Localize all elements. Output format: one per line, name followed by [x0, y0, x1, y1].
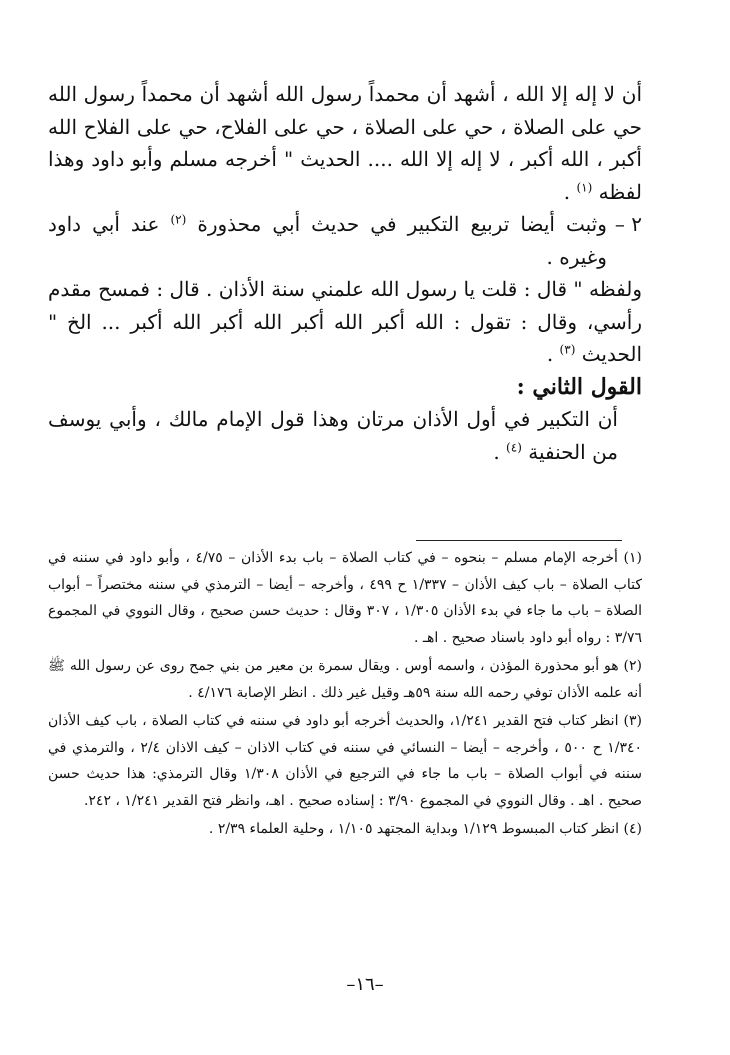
numbered-item-2: [48, 208, 642, 273]
paragraph-1-text: أن لا إله إلا الله ، أشهد أن محمداً رسول الله أشهد أن محمداً رسول الله حي على الصلاة ، حي على الصلاة ، حي على الفلاح، حي على الفلاح الله أكبر ، الله أكبر ، لا إله إلا الله .... الحديث " أخرجه مسلم وأبو داود وهذا لفظه: [48, 82, 643, 204]
paragraph-4: [48, 403, 642, 468]
footnote-ref-4: (٤): [506, 439, 522, 454]
page-number: –١٦–: [346, 974, 384, 995]
footnotes: [48, 545, 642, 845]
footnote-ref-3: (٣): [559, 342, 576, 357]
paragraph-3-text: ولفظه " قال : قلت يا رسول الله علمني سنة الأذان . قال : فمسح مقدم رأسي، وقال : تقول : الله أكبر الله أكبر الله أكبر الله أكبر ... الخ " الحديث: [48, 277, 642, 366]
item-2-content: [48, 208, 607, 273]
footnote-1: (١) أخرجه الإمام مسلم – بنحوه – في كتاب الصلاة – باب بدء الأذان – ٤/٧٥ ، وأبو داود في سننه في كتاب الصلاة – باب كيف الأذان – ١/٣٣٧ ح ٤٩٩ ، وأخرجه – أيضا – الترمذي في سننه مختصراً – أبواب الصلاة – باب ما جاء في بدء الأذان ١/٣٠٥ ، ٣٠٧ وقال : حديث حسن صحيح ، وقال النووي في المجموع ٣/٧٦ : رواه أبو داود باسناد صحيح . اهـ .: [48, 550, 643, 646]
paragraph-3: [48, 273, 642, 371]
paragraph-4-text: أن التكبير في أول الأذان مرتان وهذا قول الإمام مالك ، وأبي يوسف من الحنفية: [48, 407, 618, 464]
item-number: ٢ –: [614, 212, 642, 236]
footnote-separator: [416, 540, 622, 541]
paragraph-4-end: .: [493, 439, 507, 464]
paragraph-1-end: .: [563, 179, 577, 204]
paragraph-1: [48, 78, 642, 208]
footnote-4: (٤) انظر كتاب المبسوط ١/١٢٩ وبداية المجتهد ١/١٠٥ ، وحلية العلماء ٢/٣٩ .: [208, 821, 642, 837]
section-heading: القول الثاني :: [516, 373, 642, 400]
item-2-text: وثبت أيضا تربيع التكبير في حديث أبي محذورة: [197, 212, 607, 236]
main-text: [48, 78, 642, 468]
footnote-3: (٣) انظر كتاب فتح القدير ١/٢٤١، والحديث أخرجه أبو داود في سننه في كتاب الصلاة ، باب كيف الأذان ١/٣٤٠ ح ٥٠٠ ، وأخرجه – أيضا – النسائي في سننه في كتاب الاذان – كيف الاذان ٢/٤ ، والترمذي في سننه في أبواب الصلاة – باب ما جاء في الترجيع في الأذان ١/٣٠٨ وقال الترمذي: هذا حديث حسن صحيح . اهـ . وقال النووي في المجموع ٣/٩٠ : إسناده صحيح . اهـ، وانظر فتح القدير ١/٢٤١ ، ٢٤٢.: [48, 713, 643, 809]
footnote-ref-2: (٢): [170, 212, 187, 227]
paragraph-3-end: .: [546, 342, 560, 366]
footnote-2: (٢) هو أبو محذورة المؤذن ، واسمه أوس . ويقال سمرة بن معير من بني جمح روى عن رسول الله ﷺ أنه علمه الأذان توفي رحمه الله سنة ٥٩هـ وقيل غير ذلك . انظر الإصابة ٤/١٧٦ .: [48, 658, 642, 701]
footnote-ref-1: (١): [576, 179, 593, 194]
item-2-end: عند أبي داود وغيره .: [48, 212, 607, 269]
